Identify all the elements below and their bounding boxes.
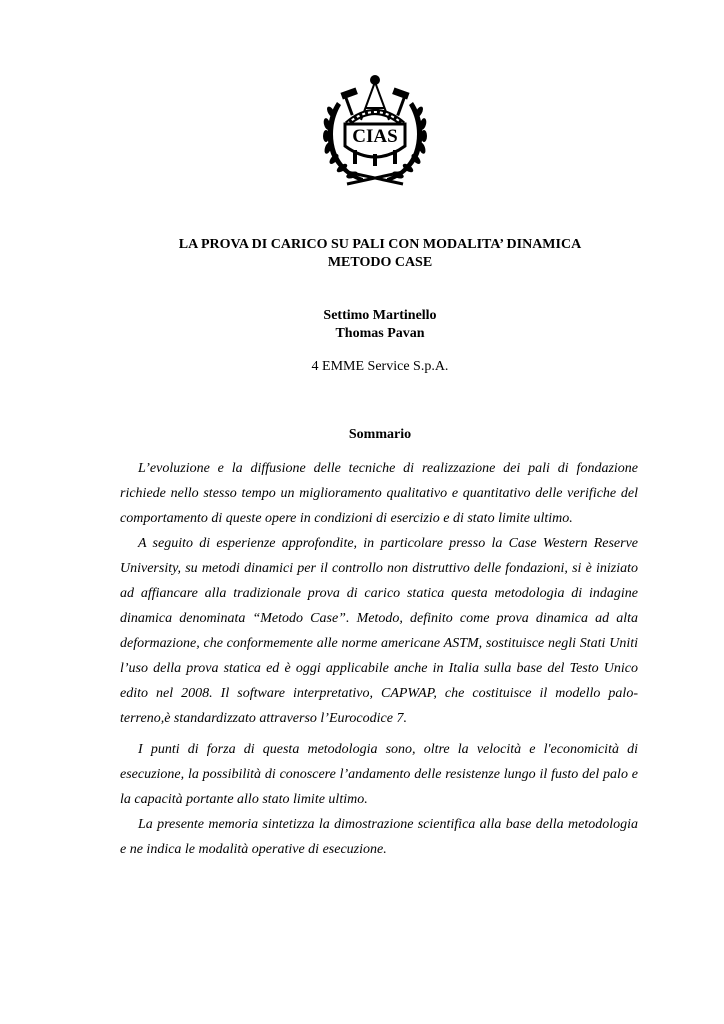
abstract-paragraph: A seguito di esperienze approfondite, in particolare presso la Case Western Reserve University, su metodi dinamici per il controllo non distruttivo delle fondazioni, si è iniziato ad affiancare alla tradizionale prova di carico statica questa metodologia di indagine dinamica denominata “Metodo Case”. Metodo, definito come prova dinamica ad alta deformazione, che conformemente alle norme americane ASTM, sostituisce negli Stati Uniti l’uso della prova statica ed è oggi applicabile anche in Italia sulla base del Testo Unico edito nel 2008. Il software interpretativo, CAPWAP, che costituisce il modello palo-terreno,è standardizzato attraverso l’Eurocodice 7. [120,536,638,726]
title-line-2: METODO CASE [327,255,433,270]
section-heading: Sommario [348,427,412,442]
abstract-body [120,456,638,862]
cias-logo-icon [317,72,433,192]
document-title [100,236,660,272]
author-name: Thomas Pavan [335,326,425,341]
abstract-paragraph: I punti di forza di questa metodologia sono, oltre la velocità e l'economicità di esecuzione, la possibilità di conoscere l’andamento delle resistenze lungo il fusto del palo e la capacità portante allo stato limite ultimo. [120,742,638,807]
title-line-1: LA PROVA DI CARICO SU PALI CON MODALITA’ DINAMICA [178,237,582,252]
author-name: Settimo Martinello [323,308,437,323]
authors-block [100,307,660,343]
svg-text:CIAS: CIAS [352,126,398,147]
abstract-paragraph: L’evoluzione e la diffusione delle tecniche di realizzazione dei pali di fondazione richiede nello stesso tempo un miglioramento qualitativo e quantitativo delle verifiche del comportamento di queste opere in condizioni di esercizio e di stato limite ultimo. [120,461,638,526]
abstract-paragraph: La presente memoria sintetizza la dimostrazione scientifica alla base della metodologia e ne indica le modalità operative di esecuzione. [120,817,638,857]
company-name: 4 EMME Service S.p.A. [311,359,449,374]
cias-emblem-icon [317,72,433,192]
